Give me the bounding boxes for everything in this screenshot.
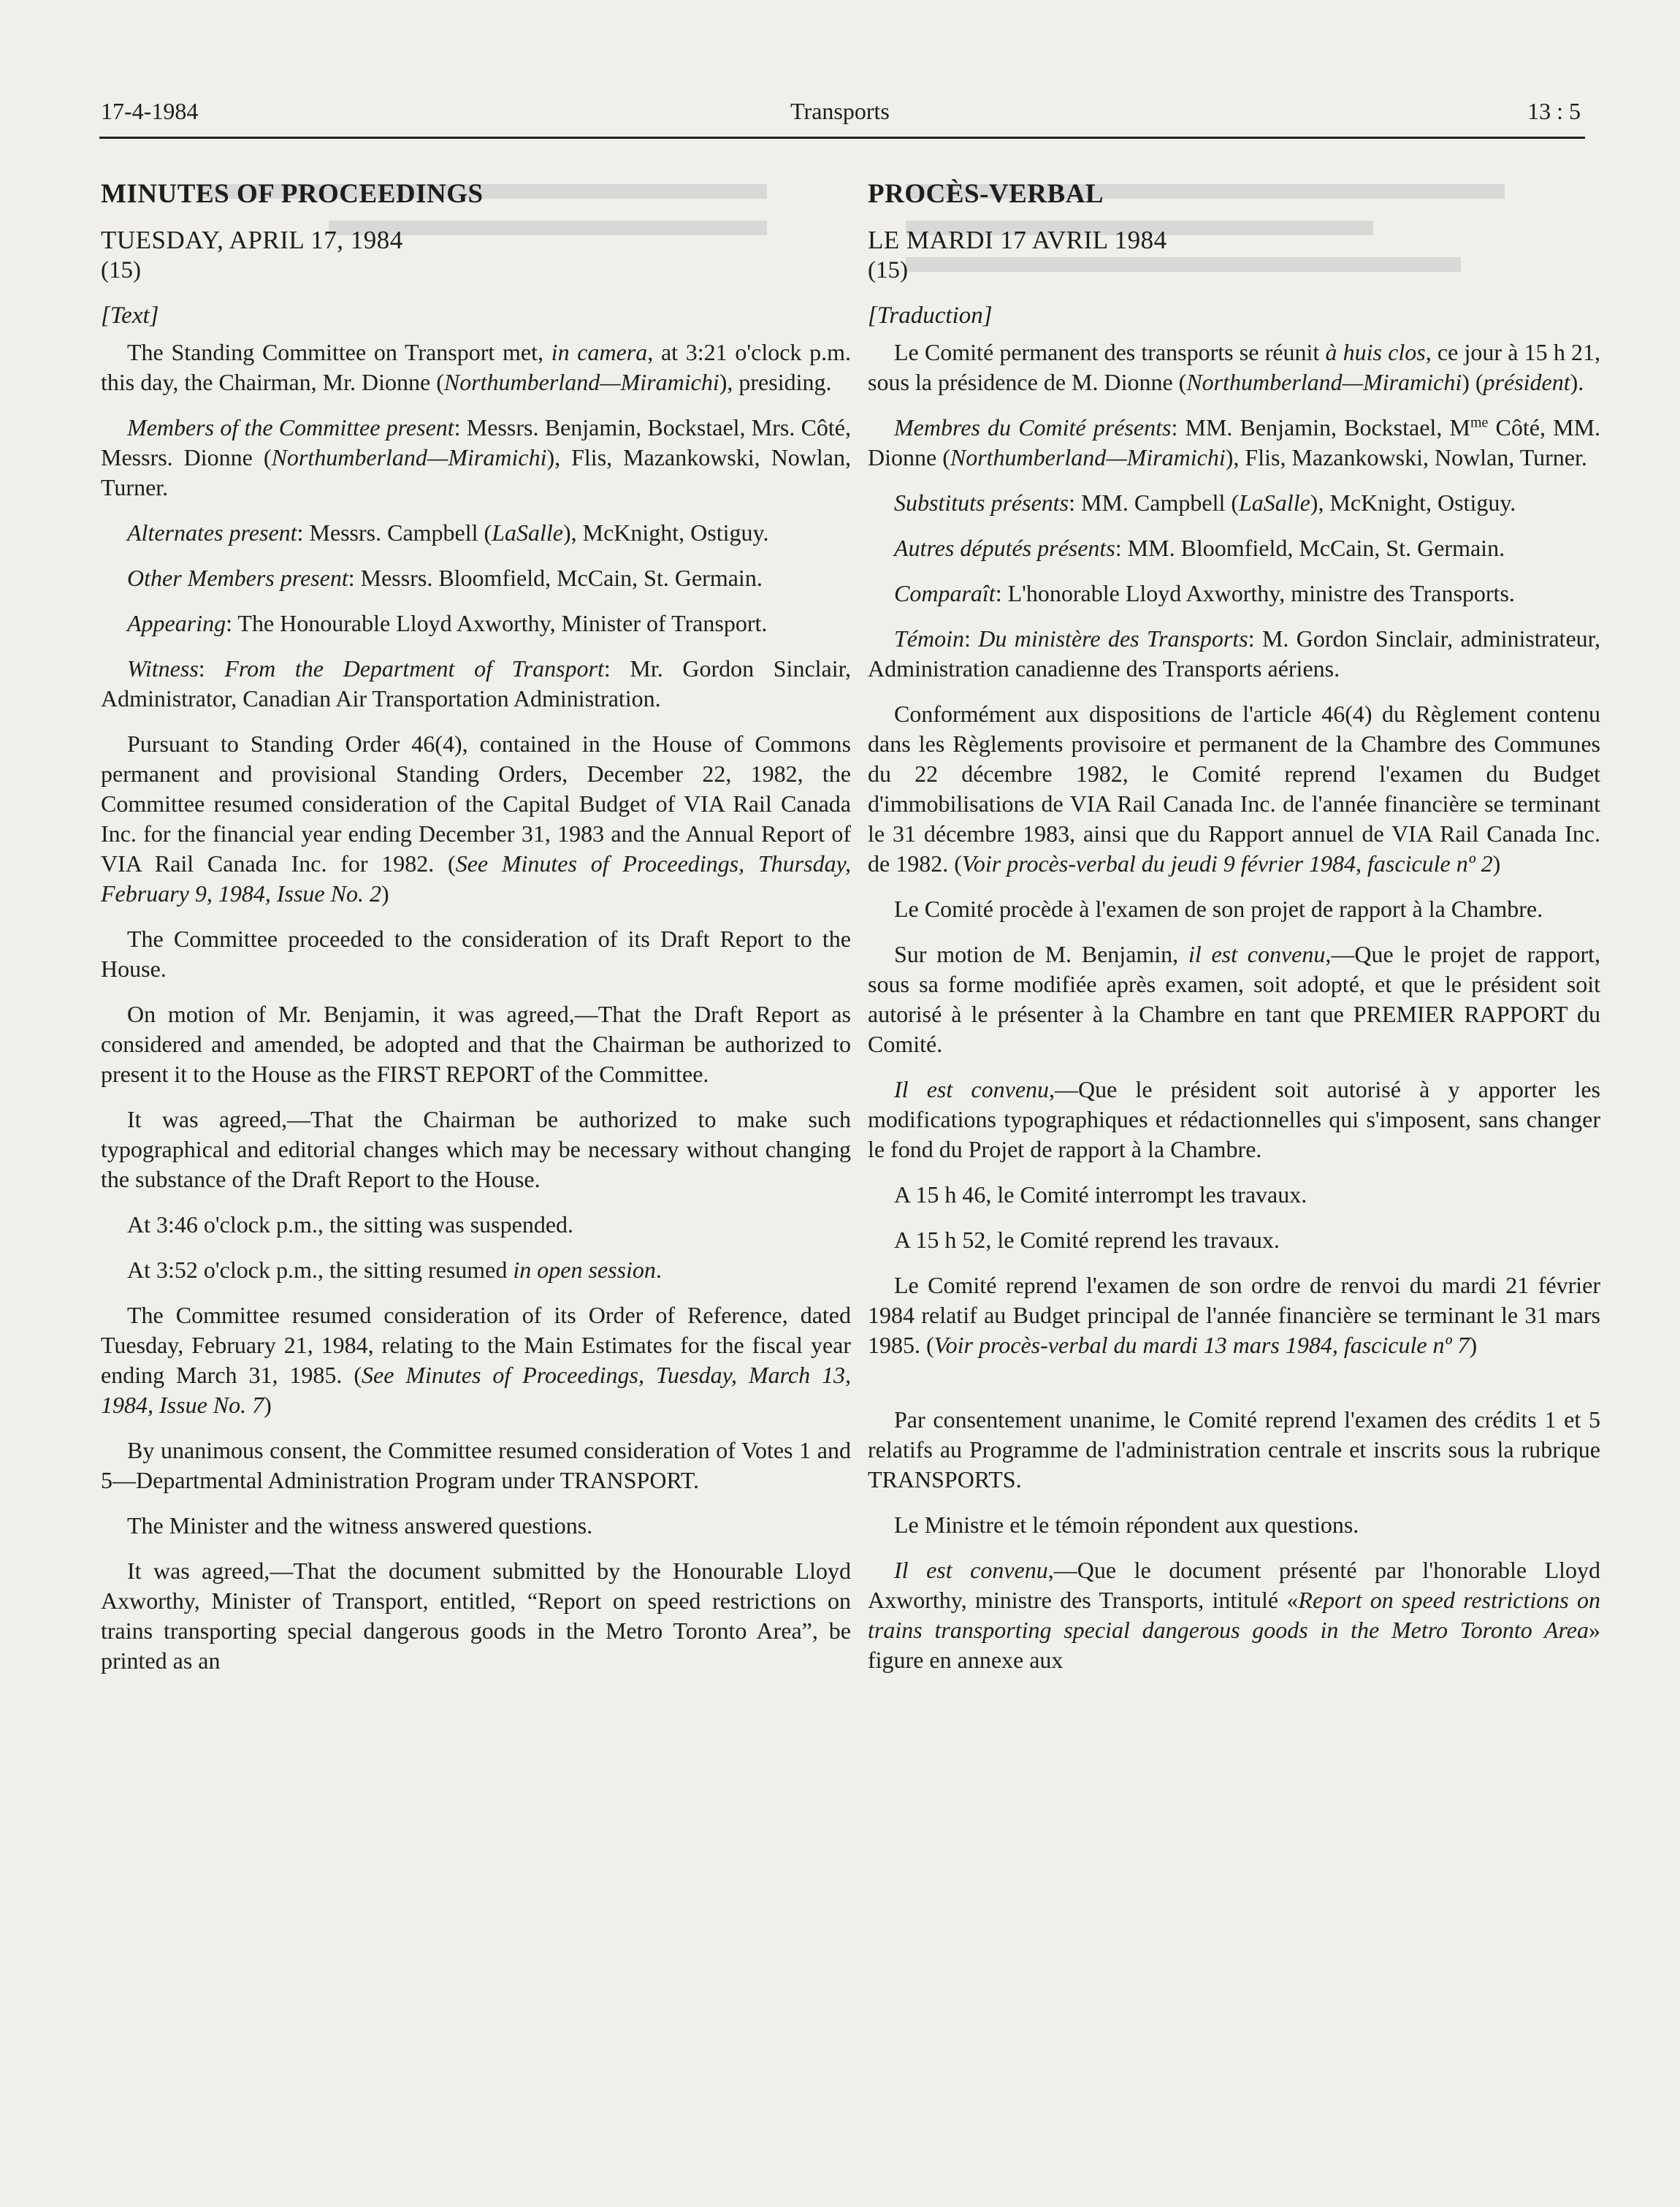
english-appearing: Appearing: The Honourable Lloyd Axworthy, Minister of Transport. xyxy=(127,610,768,636)
english-members-present: Members of the Committee present: Messrs. Benjamin, Bockstael, Mrs. Côté, Messrs. Dionne (Northumberland—Miramichi), Flis, Mazankowski, Nowlan, Turner. xyxy=(101,414,852,500)
header-section: Transports xyxy=(790,98,890,124)
french-date-line: LE MARDI 17 AVRIL 1984 xyxy=(868,226,1167,254)
english-paragraph: The Committee proceeded to the consideration of its Draft Report to the House. xyxy=(101,926,851,982)
french-paragraph: Conformément aux dispositions de l'article 46(4) du Règlement contenu dans les Règlements provisoire et permanent de la Chambre des Communes du 22 décembre 1982, le Comité reprend l'examen du Budget d'immobilisations de VIA Rail Canada Inc. de l'année financière se terminant le 31 décembre 1983, ainsi que du Rapport annuel de VIA Rail Canada Inc. de 1982. (Voir procès-verbal du jeudi 9 février 1984, fascicule nº 2) xyxy=(868,701,1600,877)
english-paragraph: Pursuant to Standing Order 46(4), contained in the House of Commons permanent and provisional Standing Orders, December 22, 1982, the Committee resumed consideration of the Capital Budget of VIA Rail Canada Inc. for the financial year ending December 31, 1983 and the Annual Report of VIA Rail Canada Inc. for 1982. (See Minutes of Proceedings, Thursday, February 9, 1984, Issue No. 2) xyxy=(101,731,852,907)
french-paragraph: Il est convenu,—Que le document présenté par l'honorable Lloyd Axworthy, ministre des Transports, intitulé «Report on speed restrictions on trains transporting special dangerous goods in the Metro Toronto Area» figure en annexe aux xyxy=(868,1557,1601,1673)
english-alternates-present: Alternates present: Messrs. Campbell (LaSalle), McKnight, Ostiguy. xyxy=(127,519,769,546)
english-paragraph: It was agreed,—That the document submitted by the Honourable Lloyd Axworthy, Minister of Transport, entitled, “Report on speed restrictions on trains transporting special dangerous goods in the Metro Toronto Area”, be printed as an xyxy=(101,1558,851,1674)
french-paragraph: A 15 h 46, le Comité interrompt les travaux. xyxy=(894,1181,1307,1208)
english-paragraph: The Standing Committee on Transport met, in camera, at 3:21 o'clock p.m. this day, the Chairman, Mr. Dionne (Northumberland—Miramichi), presiding. xyxy=(101,339,852,395)
english-heading: MINUTES OF PROCEEDINGS xyxy=(101,179,484,209)
english-paragraph: On motion of Mr. Benjamin, it was agreed,—That the Draft Report as considered and amended, be adopted and that the Chairman be authorized to present it to the House as the FIRST REPORT of the Committee. xyxy=(101,1001,851,1087)
french-appearing: Comparaît: L'honorable Lloyd Axworthy, ministre des Transports. xyxy=(894,580,1515,606)
french-column xyxy=(868,178,1600,1690)
french-paragraph: Sur motion de M. Benjamin, il est convenu,—Que le projet de rapport, sous sa forme modifiée après examen, soit adopté, et que le président soit autorisé à le présenter à la Chambre en tant que PREMIER RAPPORT du Comité. xyxy=(868,941,1601,1057)
english-column xyxy=(101,178,851,1691)
french-translation-tag: [Traduction] xyxy=(868,302,993,329)
english-date-line: TUESDAY, APRIL 17, 1984 xyxy=(101,226,403,254)
spacer xyxy=(868,1376,1600,1405)
french-paragraph: A 15 h 52, le Comité reprend les travaux. xyxy=(894,1227,1280,1253)
english-other-members: Other Members present: Messrs. Bloomfield, McCain, St. Germain. xyxy=(127,565,763,591)
header-date: 17-4-1984 xyxy=(101,98,199,124)
english-paragraph: The Committee resumed consideration of its Order of Reference, dated Tuesday, February 21, 1984, relating to the Main Estimates for the fiscal year ending March 31, 1985. (See Minutes of Proceedings, Tuesday, March 13, 1984, Issue No. 7) xyxy=(101,1302,852,1418)
english-paragraph: At 3:52 o'clock p.m., the sitting resumed in open session. xyxy=(127,1257,662,1283)
french-members-present: Membres du Comité présents: MM. Benjamin, Bockstael, $M^{me}$ Côté, MM. Dionne (Northumberland—Miramichi), Flis, Mazankowski, Nowlan, Turner. xyxy=(868,414,1601,470)
french-paragraph: Par consentement unanime, le Comité reprend l'examen des crédits 1 et 5 relatifs au Programme de l'administration centrale et inscrits sous la rubrique TRANSPORTS. xyxy=(868,1406,1600,1493)
english-paragraph: The Minister and the witness answered questions. xyxy=(127,1512,593,1539)
french-paragraph: Le Ministre et le témoin répondent aux questions. xyxy=(894,1512,1359,1538)
english-paragraph: At 3:46 o'clock p.m., the sitting was suspended. xyxy=(127,1211,574,1238)
english-sitting-number: (15) xyxy=(101,257,141,283)
french-other-members: Autres députés présents: MM. Bloomfield, McCain, St. Germain. xyxy=(894,535,1505,561)
english-text-tag: [Text] xyxy=(101,302,159,329)
header-page-number: 13 : 5 xyxy=(1527,98,1581,124)
french-paragraph: Le Comité permanent des transports se réunit à huis clos, ce jour à 15 h 21, sous la présidence de M. Dionne (Northumberland—Miramichi) (président). xyxy=(868,339,1601,395)
french-alternates-present: Substituts présents: MM. Campbell (LaSalle), McKnight, Ostiguy. xyxy=(894,489,1516,516)
french-paragraph: Il est convenu,—Que le président soit autorisé à y apporter les modifications typographiques et rédactionnelles qui s'imposent, sans changer le fond du Projet de rapport à la Chambre. xyxy=(868,1076,1601,1162)
header-rule xyxy=(99,137,1585,139)
french-heading: PROCÈS-VERBAL xyxy=(868,179,1104,209)
english-witness: Witness: From the Department of Transport: Mr. Gordon Sinclair, Administrator, Canadian Air Transportation Administration. xyxy=(101,655,852,712)
french-sitting-number: (15) xyxy=(868,257,908,283)
french-paragraph: Le Comité reprend l'examen de son ordre de renvoi du mardi 21 février 1984 relatif au Budget principal de l'année financière se terminant le 31 mars 1985. (Voir procès-verbal du mardi 13 mars 1984, fascicule nº 7) xyxy=(868,1272,1600,1358)
french-paragraph: Le Comité procède à l'examen de son projet de rapport à la Chambre. xyxy=(894,896,1543,922)
english-paragraph: It was agreed,—That the Chairman be authorized to make such typographical and editorial changes which may be necessary without changing the substance of the Draft Report to the House. xyxy=(101,1106,851,1192)
english-paragraph: By unanimous consent, the Committee resumed consideration of Votes 1 and 5—Departmental Administration Program under TRANSPORT. xyxy=(101,1437,851,1493)
french-witness: Témoin: Du ministère des Transports: M. Gordon Sinclair, administrateur, Administration canadienne des Transports aériens. xyxy=(868,625,1601,682)
